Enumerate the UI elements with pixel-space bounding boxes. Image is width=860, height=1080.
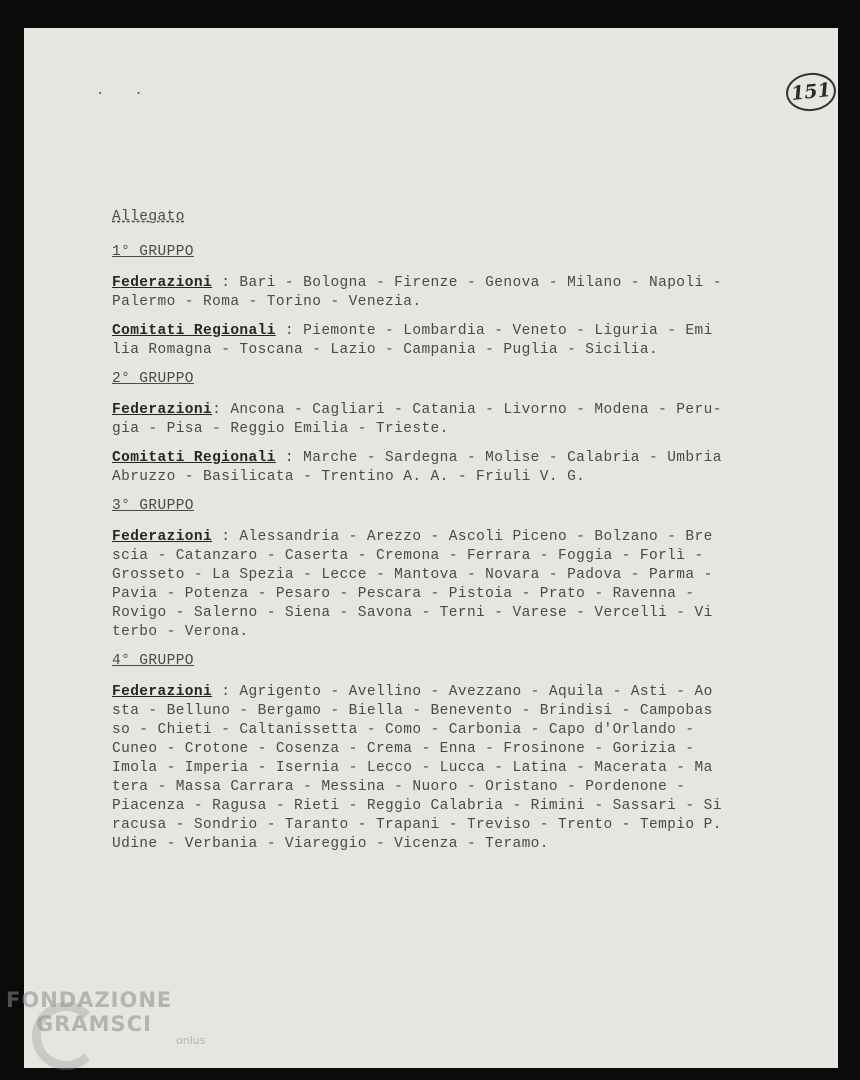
group-heading: 1° GRUPPO xyxy=(112,244,194,260)
group-entry xyxy=(112,274,780,312)
entry-text: Udine - Verbania - Viareggio - Vicenza - Teramo. xyxy=(112,836,549,852)
entry-text: scia - Catanzaro - Caserta - Cremona - Ferrara - Foggia - Forlì - xyxy=(112,548,704,564)
entry-label: Federazioni xyxy=(112,275,213,291)
watermark-line-3: onlus xyxy=(176,1034,206,1047)
group-entry xyxy=(112,401,780,439)
entry-text: Abruzzo - Basilicata - Trentino A. A. - Friuli V. G. xyxy=(112,469,586,485)
entry-text: so - Chieti - Caltanissetta - Como - Carbonia - Capo d'Orlando - xyxy=(112,722,695,738)
page-number: 151 xyxy=(784,70,838,113)
entry-text: gia - Pisa - Reggio Emilia - Trieste. xyxy=(112,421,449,437)
group-heading: 3° GRUPPO xyxy=(112,498,194,514)
entry-text: : Bari - Bologna - Firenze - Genova - Milano - Napoli - xyxy=(212,275,722,291)
entry-text: tera - Massa Carrara - Messina - Nuoro - Oristano - Pordenone - xyxy=(112,779,686,795)
group-heading: 4° GRUPPO xyxy=(112,653,194,669)
watermark-line-2-wrap xyxy=(36,1012,205,1036)
entry-text: sta - Belluno - Bergamo - Biella - Benevento - Brindisi - Campobas xyxy=(112,703,713,719)
watermark-line-1: FONDAZIONE xyxy=(6,988,173,1012)
entry-text: Rovigo - Salerno - Siena - Savona - Terni - Varese - Vercelli - Vi xyxy=(112,605,713,621)
entry-text: Piacenza - Ragusa - Rieti - Reggio Calabria - Rimini - Sassari - Si xyxy=(112,798,722,814)
entry-text: terbo - Verona. xyxy=(112,624,249,640)
group-entry xyxy=(112,683,780,854)
entry-text: racusa - Sondrio - Taranto - Trapani - Treviso - Trento - Tempio P. xyxy=(112,817,722,833)
group-entry xyxy=(112,449,780,487)
entry-text: Palermo - Roma - Torino - Venezia. xyxy=(112,294,422,310)
entry-text: Imola - Imperia - Isernia - Lecco - Lucca - Latina - Macerata - Ma xyxy=(112,760,713,776)
entry-label: Federazioni xyxy=(112,402,213,418)
entry-text: : Ancona - Cagliari - Catania - Livorno - Modena - Peru- xyxy=(212,402,722,418)
document-title: Allegato xyxy=(112,209,185,225)
entry-text: : Piemonte - Lombardia - Veneto - Liguria - Emi xyxy=(275,323,713,339)
entry-label: Federazioni xyxy=(112,529,213,545)
entry-text: Grosseto - La Spezia - Lecce - Mantova - Novara - Padova - Parma - xyxy=(112,567,713,583)
gramsci-logo-icon xyxy=(32,1002,100,1070)
watermark-line-2: GRAMSCI xyxy=(36,1012,152,1036)
entry-text: : Alessandria - Arezzo - Ascoli Piceno - Bolzano - Bre xyxy=(212,529,713,545)
entry-text: : Agrigento - Avellino - Avezzano - Aquila - Asti - Ao xyxy=(212,684,713,700)
group-entry xyxy=(112,528,780,642)
entry-label: Comitati Regionali xyxy=(112,323,276,339)
entry-text: lia Romagna - Toscana - Lazio - Campania - Puglia - Sicilia. xyxy=(112,342,659,358)
watermark-logo xyxy=(6,988,205,1047)
paper-marks: ·· xyxy=(96,86,173,102)
entry-text: Cuneo - Crotone - Cosenza - Crema - Enna - Frosinone - Gorizia - xyxy=(112,741,695,757)
entry-label: Federazioni xyxy=(112,684,213,700)
document-body xyxy=(112,208,780,864)
group-entry xyxy=(112,322,780,360)
group-heading: 2° GRUPPO xyxy=(112,371,194,387)
entry-text: : Marche - Sardegna - Molise - Calabria - Umbria xyxy=(275,450,722,466)
entry-text: Pavia - Potenza - Pesaro - Pescara - Pistoia - Prato - Ravenna - xyxy=(112,586,695,602)
entry-label: Comitati Regionali xyxy=(112,450,276,466)
